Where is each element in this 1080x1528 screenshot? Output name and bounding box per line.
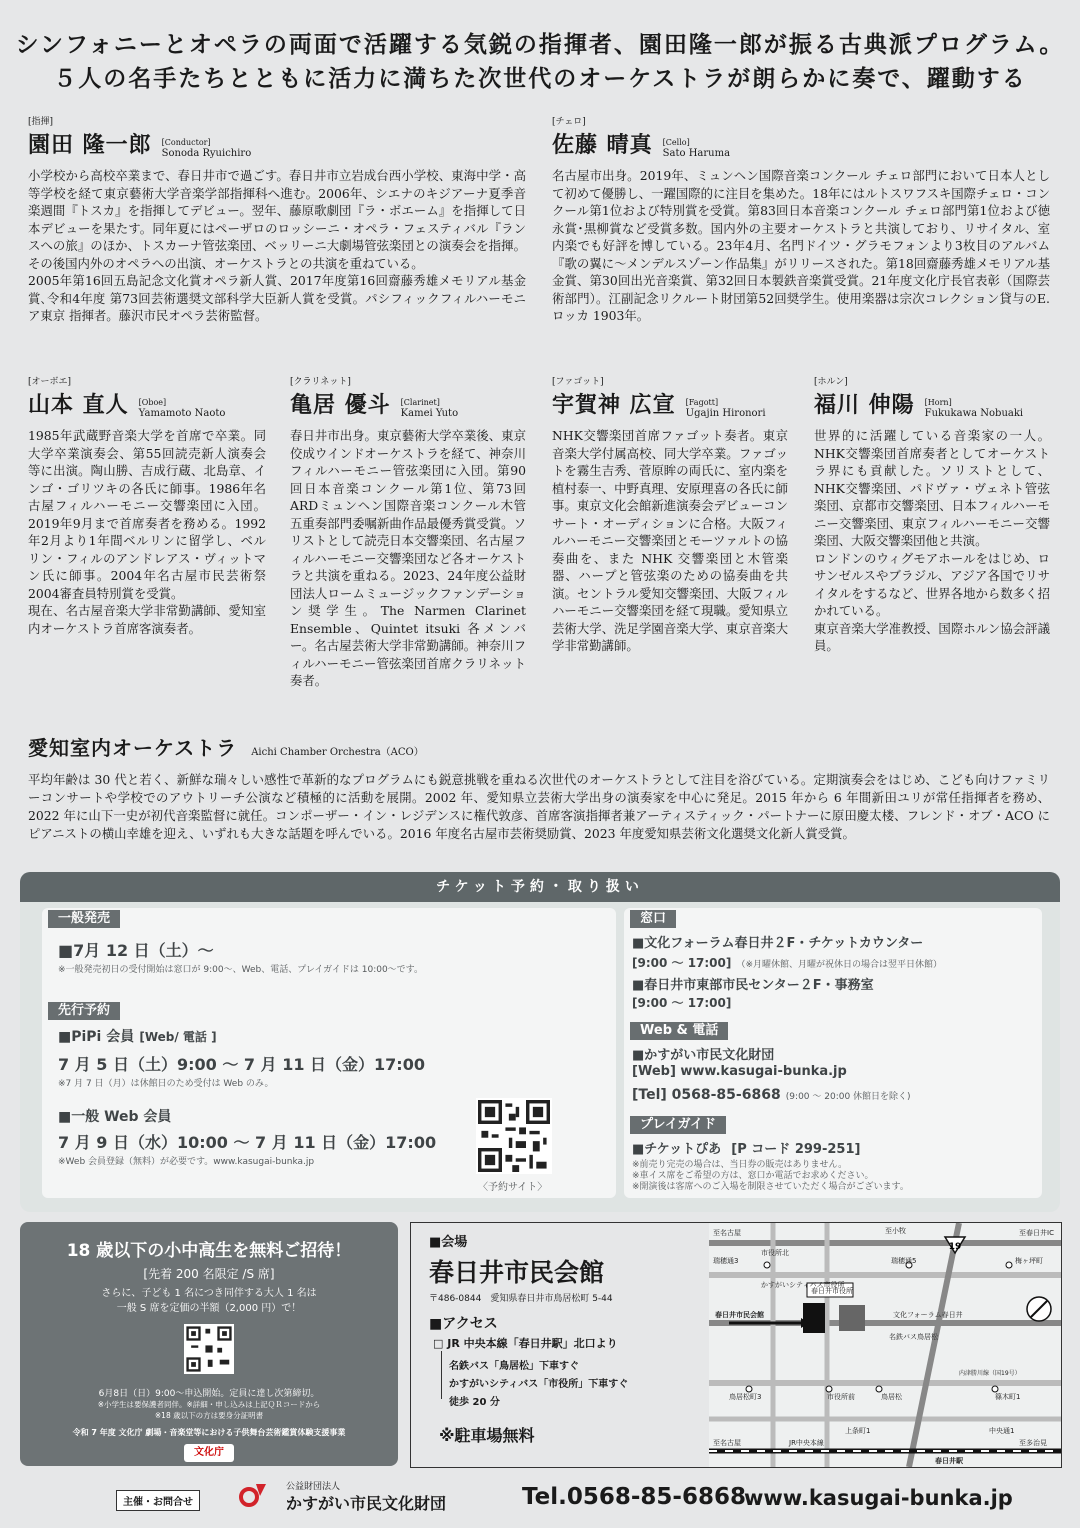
bio: 春日井市出身。東京藝術大学卒業後、東京佼成ウインドオーケストラを経て、神奈川フィルハーモニー管弦楽団に入団。第90回日本音楽コンクール第1位、第73回ARDミュンヘン国際音楽コンクール木管五重奏部門委嘱新曲作品最優秀賞受賞。ソリストとして読売日本交響楽団、名古屋フィルハーモニー交響楽団など各オーケストラと共演を重ねる。2023、24年度公益財団法人ロームミュージックファンデーション奨学生。The Narmen Clarinet Ensemble、Quintet itsuki 各メンバー。名古屋芸術大学非常勤講師。神奈川フィルハーモニー管弦楽団首席クラリネット奏者。 xyxy=(290,428,526,688)
profile-conductor xyxy=(28,114,526,325)
role-label: [ホルン] xyxy=(814,377,848,387)
aco-description: 平均年齢は 30 代と若く、新鮮な瑞々しい感性で革新的なプログラムにも鋭意挑戦を重ねる次世代のオーケストラとして注目を浴びている。定期演奏会をはじめ、こども向けファミリーコンサートや学校でのアウトリーチ公演など積極的に活動を展開。2002 年、愛知県立芸術大学出身の演奏家を中心に発足。2015 年から 6 年間新田ユリが常任指揮者を務め、2022 年に山下一史が初代音楽監督に就任。コンポーザー・イン・レジデンスに権代敦彦、首席客演指揮者兼アーティスティック・パートナーに原田慶太楼、フレンド・オブ・ACO にピアニストの横山幸雄を迎え、いずれも大きな話題を呼んでいる。2016 年度名古屋市芸術奨励賞、2023 年度愛知県芸術文化選奨文化新人賞受賞。 xyxy=(28,772,1050,841)
counter-hours-1-note: （※月曜休館、月曜が祝休日の場合は翌平日休館） xyxy=(736,960,943,970)
svg-text:19: 19 xyxy=(948,1242,962,1252)
pipi-date: 7 月 5 日（土）9:00 〜 7 月 11 日（金）17:00 xyxy=(58,1055,425,1074)
bio: 名古屋市出身。2019年、ミュンヘン国際音楽コンクール チェロ部門において日本人として初めて優勝し、一躍国際的に注目を集めた。18年にはルトスワフスキ国際チェロ・コンクール第1位および特別賞を受賞。第83回日本音楽コンクール チェロ部門第1位および徳永賞･黒柳賞など受賞多数。国内外の主要オーケストラと共演しており、リサイタル、室内楽でも好評を博している。23年4月、名門ドイツ・グラモフォンより3枚目のアルバム『歌の翼に〜メンデルスゾーン作品集』がリリースされた。第18回齋藤秀雄メモリアル基金賞、第30回出光音楽賞、第32回日本製鉄音楽賞受賞。21年度文化庁長官表彰（国際芸術部門）。江副記念リクルート財団第52回奨学生。使用楽器は宗次コレクション貸与のE. ロッカ 1903年。 xyxy=(552,168,1051,323)
youth-qr-code[interactable] xyxy=(184,1324,234,1374)
note-line: ※車イス席をご希望の方は、窓口か電話でお求めください。 xyxy=(632,1171,874,1181)
youth-apply: 6月8日（日）9:00〜申込開始。定員に達し次第締切。 xyxy=(98,1389,320,1399)
venue-panel xyxy=(410,1222,1062,1468)
playguide-notes xyxy=(632,1160,909,1193)
foundation-logo-icon xyxy=(238,1480,268,1510)
counter-place-1: ■文化フォーラム春日井２F・チケットカウンター xyxy=(632,936,924,951)
map-label: 市役所北 xyxy=(761,1249,789,1257)
sales-outlets-card xyxy=(624,908,1042,1198)
youth-line-2: 一般 S 席を定価の半額（2,000 円）で！ xyxy=(116,1303,302,1314)
counter-hours-2: [9:00 〜 17:00] xyxy=(632,996,732,1010)
tel-note: (9:00 〜 20:00 休館日を除く) xyxy=(785,1092,911,1102)
pipi-note: ※7 月 7 日（月）は休館日のため受付は Web のみ。 xyxy=(58,1079,274,1089)
map-label: 春日井市民会館 xyxy=(715,1311,764,1319)
bio: 1985年武蔵野音楽大学を首席で卒業。同大学卒業演奏会、第55回読売新人演奏会等に出演。陶山勝、吉成行蔵、北島章、インゴ・ゴリツキの各氏に師事。1986年名古屋フィルハーモニー交響楽団に入団。2019年9月まで首席奏者を務める。1992年2月より1年間ベルリンに留学し、ベルリン・フィルのアンドレアス・ヴィットマン氏に師事。2004年名古屋市民芸術祭2004審査員特別賞を受賞。 現在、名古屋音楽大学非常勤講師、愛知室内オーケストラ首席客演奏者。 xyxy=(28,428,266,636)
p-code: [P コード 299-251] xyxy=(731,1142,861,1157)
access-tree-line xyxy=(441,1351,442,1399)
aco-section xyxy=(28,732,1050,843)
tagline-line-1: シンフォニーとオペラの両面で活躍する気鋭の指揮者、園田隆一郎が振る古典派プログラム。 xyxy=(15,31,1065,58)
venue-label: ■会場 xyxy=(429,1235,468,1250)
map-label: 中央通1 xyxy=(989,1427,1015,1435)
bio: 世界的に活躍している音楽家の一人。NHK交響楽団首席奏者としてオーケストラ界にも貢献した。ソリストとして、NHK交響楽団、パドヴァ・ヴェネト管弦楽団、京都市交響楽団、日本フィルハーモニー交響楽団、東京フィルハーモニー交響楽団、大阪交響楽団他と共演。 ロンドンのウィグモアホールをはじめ、ロサンゼルスやブラジル、アジア各国でリサイタルをするなど、世界各地から数多く招かれている。 東京音楽大学准教授、国際ホルン協会評議員。 xyxy=(814,428,1050,653)
web-member-title: ■一般 Web 会員 xyxy=(58,1109,172,1125)
general-sale-label: 一般発売 xyxy=(48,910,120,928)
qr-code-reservation[interactable] xyxy=(476,1098,552,1174)
role-en: [Fagott] xyxy=(685,398,719,407)
role-label: [オーボエ] xyxy=(28,377,72,387)
tel-number[interactable]: [Tel] 0568-85-6868 xyxy=(632,1087,781,1103)
ticket-panel xyxy=(20,872,1060,1212)
footer-tel[interactable]: Tel.0568-85-6868 xyxy=(522,1484,746,1510)
access-bus-1: 名鉄バス「鳥居松」下車すぐ xyxy=(449,1361,579,1372)
map-label: 至名古屋 xyxy=(713,1439,741,1447)
role-label: [クラリネット] xyxy=(290,377,351,387)
role-en: [Clarinet] xyxy=(400,398,440,407)
web-url[interactable]: [Web] www.kasugai-bunka.jp xyxy=(632,1064,847,1079)
map-label: 至多治見 xyxy=(1019,1439,1047,1447)
foundation-name-footer: かすがい市民文化財団 xyxy=(286,1494,447,1513)
general-sale-note: ※一般発売初日の受付開始は窓口が 9:00〜、Web、電話、プレイガイドは 10:00〜です。 xyxy=(58,965,423,975)
map-label: 瑞穂通3 xyxy=(713,1257,739,1265)
map-label: 篠木町1 xyxy=(995,1393,1021,1401)
ticket-pia: ■チケットぴあ xyxy=(632,1142,722,1157)
general-sale-date: ■7月 12 日（土）〜 xyxy=(58,941,214,960)
map-label: 内津勝川線（国19号） xyxy=(959,1370,1021,1377)
person-roman: Sonoda Ryuichiro xyxy=(161,148,252,159)
profile-horn xyxy=(814,374,1050,655)
map-label: 文化フォーラム春日井 xyxy=(893,1311,963,1319)
civic-hall-building xyxy=(803,1303,825,1333)
map-label: 至春日井IC xyxy=(1019,1229,1054,1237)
map-label: 鳥居松町3 xyxy=(729,1393,762,1401)
profile-oboe xyxy=(28,374,266,637)
person-name: 宇賀神 広宣 xyxy=(552,392,676,418)
note-line: ※前売り完売の場合は、当日券の販売はありません。 xyxy=(632,1160,848,1170)
youth-limit: [先着 200 名限定 /S 席] xyxy=(143,1267,275,1281)
tagline-line-2: ５人の名手たちとともに活力に満ちた次世代のオーケストラが朗らかに奏で、躍動する xyxy=(53,65,1027,92)
person-roman: Ugajin Hironori xyxy=(685,408,766,419)
map-label: 瑞穂通5 xyxy=(891,1257,917,1265)
person-name: 福川 伸陽 xyxy=(814,392,915,418)
map-label: 至名古屋 xyxy=(713,1229,741,1237)
qr-caption: 〈予約サイト〉 xyxy=(478,1182,548,1193)
role-label: [チェロ] xyxy=(552,117,586,127)
map-label: 名鉄バス鳥居松 xyxy=(889,1333,938,1341)
presale-card xyxy=(42,908,616,1198)
footer-web[interactable]: www.kasugai-bunka.jp xyxy=(744,1486,1013,1510)
access-jr: □ JR 中央本線「春日井駅」北口より xyxy=(433,1337,618,1350)
bunkacho-logo: 文化庁 xyxy=(184,1444,234,1462)
youth-support: 令和 7 年度 文化庁 劇場・音楽堂等における子供舞台芸術鑑賞体験支援事業 xyxy=(72,1428,346,1437)
web-member-note: ※Web 会員登録（無料）が必要です。www.kasugai-bunka.jp xyxy=(58,1157,315,1167)
access-map xyxy=(709,1223,1061,1467)
bio: NHK交響楽団首席ファゴット奏者。東京音楽大学付属高校、同大学卒業。ファゴットを霧生吉秀、菅原眸の両氏に、室内楽を植村泰一、中野真理、安原理喜の各氏に師事。東京文化会館新進演奏会デビューコンサート・オーディションに合格。大阪フィルハーモニー交響楽団とモーツァルトの協奏曲を、また NHK 交響楽団と木管楽器、ハープと管弦楽のための協奏曲を共演。セントラル愛知交響楽団、大阪フィルハーモニー交響楽団を経て現職。愛知県立芸術大学、洗足学園音楽大学、東京音楽大学非常勤講師。 xyxy=(552,428,788,653)
web-tel-label: Web & 電話 xyxy=(630,1022,728,1040)
youth-invitation-panel xyxy=(20,1222,398,1466)
ticket-header: チケット予約・取り扱い xyxy=(20,872,1060,902)
youth-note-2: ※18 歳以下の方は要身分証明書 xyxy=(154,1411,264,1420)
map-label: 市役所前 xyxy=(827,1393,855,1401)
bunka-forum-building xyxy=(839,1305,865,1331)
parking-free: ※駐車場無料 xyxy=(439,1426,535,1445)
role-en: [Horn] xyxy=(924,398,952,407)
person-roman: Sato Haruma xyxy=(662,148,731,159)
person-name: 亀居 優斗 xyxy=(290,392,391,418)
person-roman: Kamei Yuto xyxy=(400,408,459,419)
map-label: 鳥居松 xyxy=(881,1393,902,1401)
map-label: 春日井市役所 xyxy=(811,1287,853,1295)
venue-address: 〒486-0844 愛知県春日井市鳥居松町 5-44 xyxy=(429,1294,613,1304)
person-name: 佐藤 晴真 xyxy=(552,132,653,158)
person-name: 園田 隆一郎 xyxy=(28,132,152,158)
youth-note-1: ※小学生は要保護者同伴。※詳細・申し込みは上記ＱＲコードから xyxy=(97,1400,321,1409)
person-name: 山本 直人 xyxy=(28,392,129,418)
aco-name-en: Aichi Chamber Orchestra（ACO） xyxy=(251,747,424,758)
role-label: [ファゴット] xyxy=(552,377,604,387)
aco-name: 愛知室内オーケストラ xyxy=(28,736,238,760)
role-en: [Cello] xyxy=(662,138,690,147)
foundation-type: 公益財団法人 xyxy=(286,1482,341,1492)
pipi-sub: [Web/ 電話 ] xyxy=(139,1030,217,1044)
counter-place-2: ■春日井市東部市民センター２F・事務室 xyxy=(632,978,874,993)
map-label: 上条町1 xyxy=(845,1427,871,1435)
youth-title: 18 歳以下の小中高生を無料ご招待！ xyxy=(66,1241,352,1261)
organizer-label: 主催・お問合せ xyxy=(116,1490,200,1511)
role-en: [Oboe] xyxy=(138,398,167,407)
map-label: 至小牧 xyxy=(885,1227,906,1235)
profile-fagott xyxy=(552,374,788,655)
profile-clarinet xyxy=(290,374,526,690)
bio: 小学校から高校卒業まで、春日井市で過ごす。春日井市立岩成台西小学校、東海中学・高等学校を経て東京藝術大学音楽学部指揮科へ進む。2006年、シエナのキジアーナ夏季音楽週間『トスカ』を指揮してデビュー。翌年、藤原歌劇団『ラ・ボエーム』を指揮して日本デビューを果たす。同年夏にはペーザロのロッシーニ・オペラ・フェスティバル『ランスへの旅』のほか、トスカーナ管弦楽団、ベッリーニ大劇場管弦楽団との演奏会を指揮。その後国内外のオペラへの出演、オーケストラとの共演を重ねている。 2005年第16回五島記念文化賞オペラ新人賞、2017年度第16回齋藤秀雄メモリアル基金賞､令和4年度 第73回芸術選奨文部科学大臣新人賞を受賞。パシフィックフィルハーモニア東京 指揮者。藤沢市民オペラ芸術監督。 xyxy=(28,168,526,323)
counter-hours-1: [9:00 〜 17:00] xyxy=(632,956,732,970)
youth-line-1: さらに、子ども 1 名につき同伴する大人 1 名は xyxy=(101,1288,317,1299)
venue-name: 春日井市民会館 xyxy=(429,1258,605,1287)
map-label: JR中央本線 xyxy=(789,1439,824,1447)
presale-label: 先行予約 xyxy=(48,1002,120,1020)
pipi-title: ■PiPi 会員 xyxy=(58,1029,135,1045)
access-walk: 徒歩 20 分 xyxy=(449,1397,500,1408)
access-label: ■アクセス xyxy=(429,1316,498,1332)
role-label: [指揮] xyxy=(28,117,54,127)
person-roman: Fukukawa Nobuaki xyxy=(924,408,1024,419)
person-roman: Yamamoto Naoto xyxy=(138,408,226,419)
counter-label: 窓口 xyxy=(630,910,676,928)
playguide-label: プレイガイド xyxy=(630,1116,726,1134)
role-en: [Conductor] xyxy=(161,138,211,147)
profile-cello xyxy=(552,114,1050,325)
note-line: ※開演後は客席へのご入場を制限させていただく場合がございます。 xyxy=(632,1182,909,1192)
access-bus-2: かすがいシティバス「市役所」下車すぐ xyxy=(449,1379,629,1390)
map-label: 春日井駅 xyxy=(935,1457,963,1465)
map-label: 梅ヶ坪町 xyxy=(1015,1257,1043,1265)
map-label: かすがいシティバス市役所 xyxy=(761,1281,845,1289)
web-member-date: 7 月 9 日（水）10:00 〜 7 月 11 日（金）17:00 xyxy=(58,1133,437,1152)
foundation-name: ■かすがい市民文化財団 xyxy=(632,1048,775,1063)
